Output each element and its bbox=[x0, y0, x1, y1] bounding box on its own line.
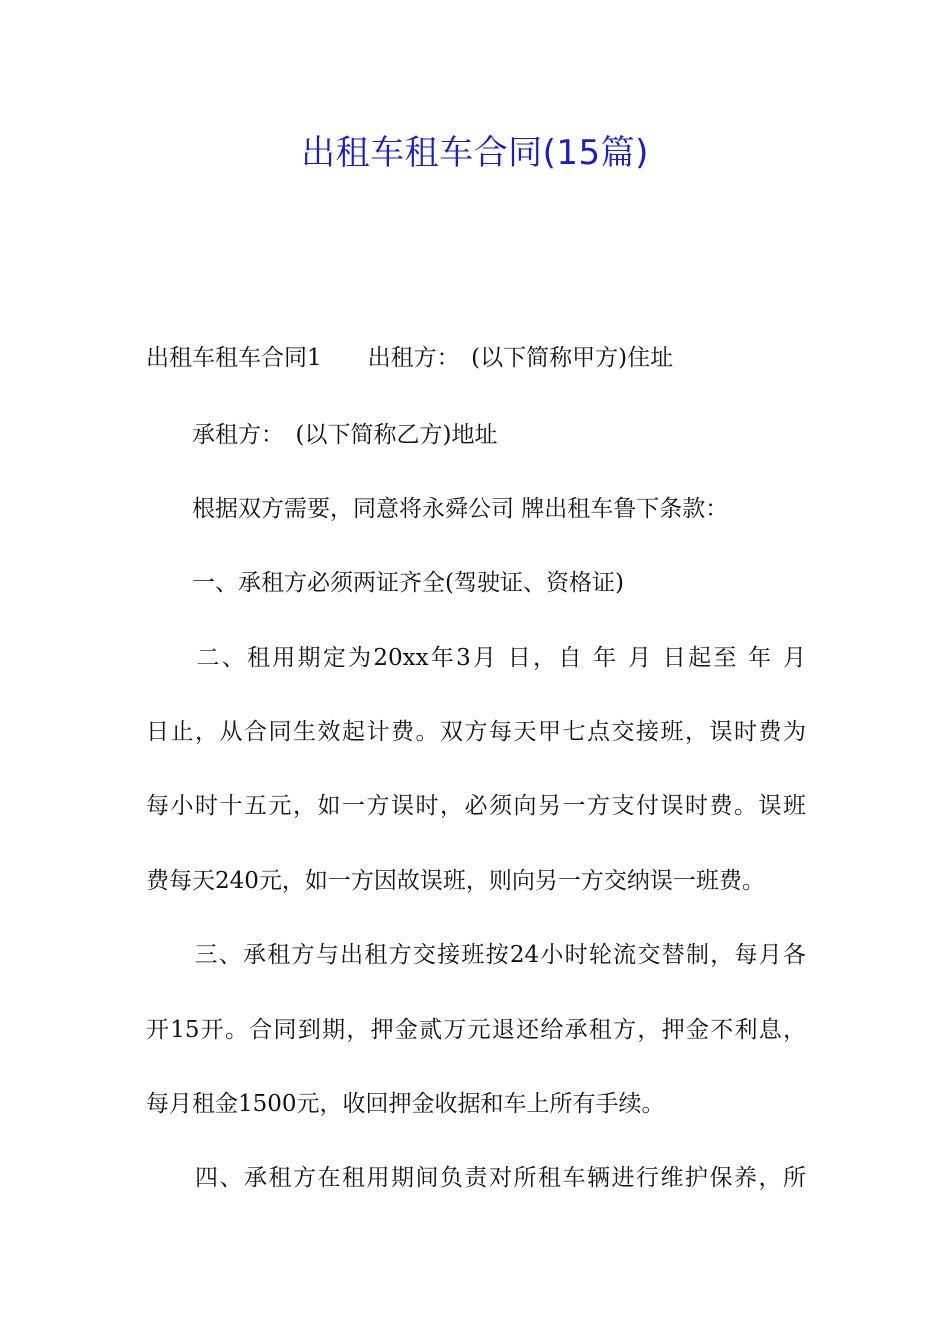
paragraph-line: 费每天240元，如一方因故误班，则向另一方交纳误一班费。 bbox=[146, 868, 765, 894]
paragraph-line: 每小时十五元，如一方误时，必须向另一方支付误时费。误班 bbox=[146, 793, 806, 819]
paragraph-line: 二、租用期定为20xx年3月 日，自 年 月 日起至 年 月 bbox=[146, 645, 806, 671]
paragraph-line: 四、承租方在租用期间负责对所租车辆进行维护保养，所 bbox=[146, 1165, 806, 1191]
paragraph-line: 一、承租方必须两证齐全(驾驶证、资格证) bbox=[146, 570, 624, 596]
paragraph-line: 每月租金1500元，收回押金收据和车上所有手续。 bbox=[146, 1091, 665, 1117]
paragraph-line: 开15开。合同到期，押金贰万元退还给承租方，押金不利息， bbox=[146, 1017, 806, 1043]
paragraph-line: 承租方： (以下简称乙方)地址 bbox=[146, 422, 498, 448]
paragraph-line: 三、承租方与出租方交接班按24小时轮流交替制，每月各 bbox=[146, 942, 806, 968]
paragraph-line: 日止，从合同生效起计费。双方每天甲七点交接班，误时费为 bbox=[146, 719, 806, 745]
paragraph-line: 出租车租车合同1 出租方： (以下简称甲方)住址 bbox=[146, 345, 674, 371]
document-title: 出租车租车合同(15篇) bbox=[301, 133, 649, 173]
paragraph-line: 根据双方需要，同意将永舜公司 牌出租车鲁下条款： bbox=[146, 496, 729, 522]
